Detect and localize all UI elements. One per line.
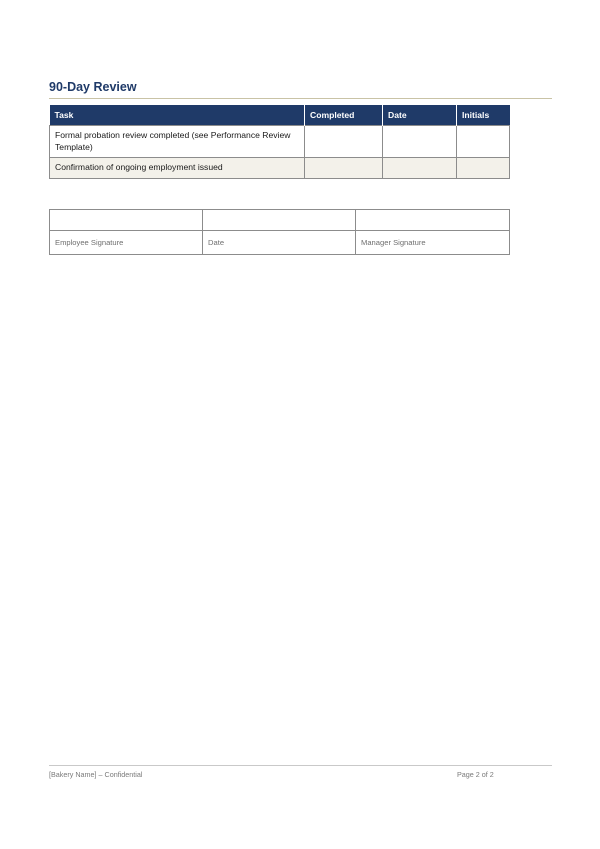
employee-signature-field[interactable] bbox=[50, 210, 203, 231]
signature-label-row bbox=[50, 231, 510, 255]
column-header-initials: Initials bbox=[457, 105, 510, 126]
table-row bbox=[50, 126, 510, 158]
initials-cell[interactable] bbox=[457, 126, 510, 158]
task-cell: Formal probation review completed (see Performance Review Template) bbox=[50, 126, 305, 158]
task-cell: Confirmation of ongoing employment issued bbox=[50, 158, 305, 179]
employee-signature-label: Employee Signature bbox=[50, 231, 203, 255]
footer-divider bbox=[49, 765, 552, 766]
date-cell[interactable] bbox=[383, 158, 457, 179]
initials-cell[interactable] bbox=[457, 158, 510, 179]
date-cell[interactable] bbox=[383, 126, 457, 158]
title-divider bbox=[49, 98, 552, 99]
column-header-completed: Completed bbox=[305, 105, 383, 126]
table-header-row bbox=[50, 105, 510, 126]
table-row bbox=[50, 158, 510, 179]
completed-cell[interactable] bbox=[305, 126, 383, 158]
manager-signature-field[interactable] bbox=[356, 210, 510, 231]
signature-table bbox=[49, 209, 510, 255]
footer-confidential: [Bakery Name] – Confidential bbox=[49, 770, 143, 779]
column-header-date: Date bbox=[383, 105, 457, 126]
page-number: Page 2 of 2 bbox=[457, 770, 494, 779]
signature-date-field[interactable] bbox=[203, 210, 356, 231]
completed-cell[interactable] bbox=[305, 158, 383, 179]
section-title: 90-Day Review bbox=[49, 80, 137, 94]
signature-row bbox=[50, 210, 510, 231]
date-label: Date bbox=[203, 231, 356, 255]
column-header-task: Task bbox=[50, 105, 305, 126]
manager-signature-label: Manager Signature bbox=[356, 231, 510, 255]
review-table bbox=[49, 105, 510, 179]
